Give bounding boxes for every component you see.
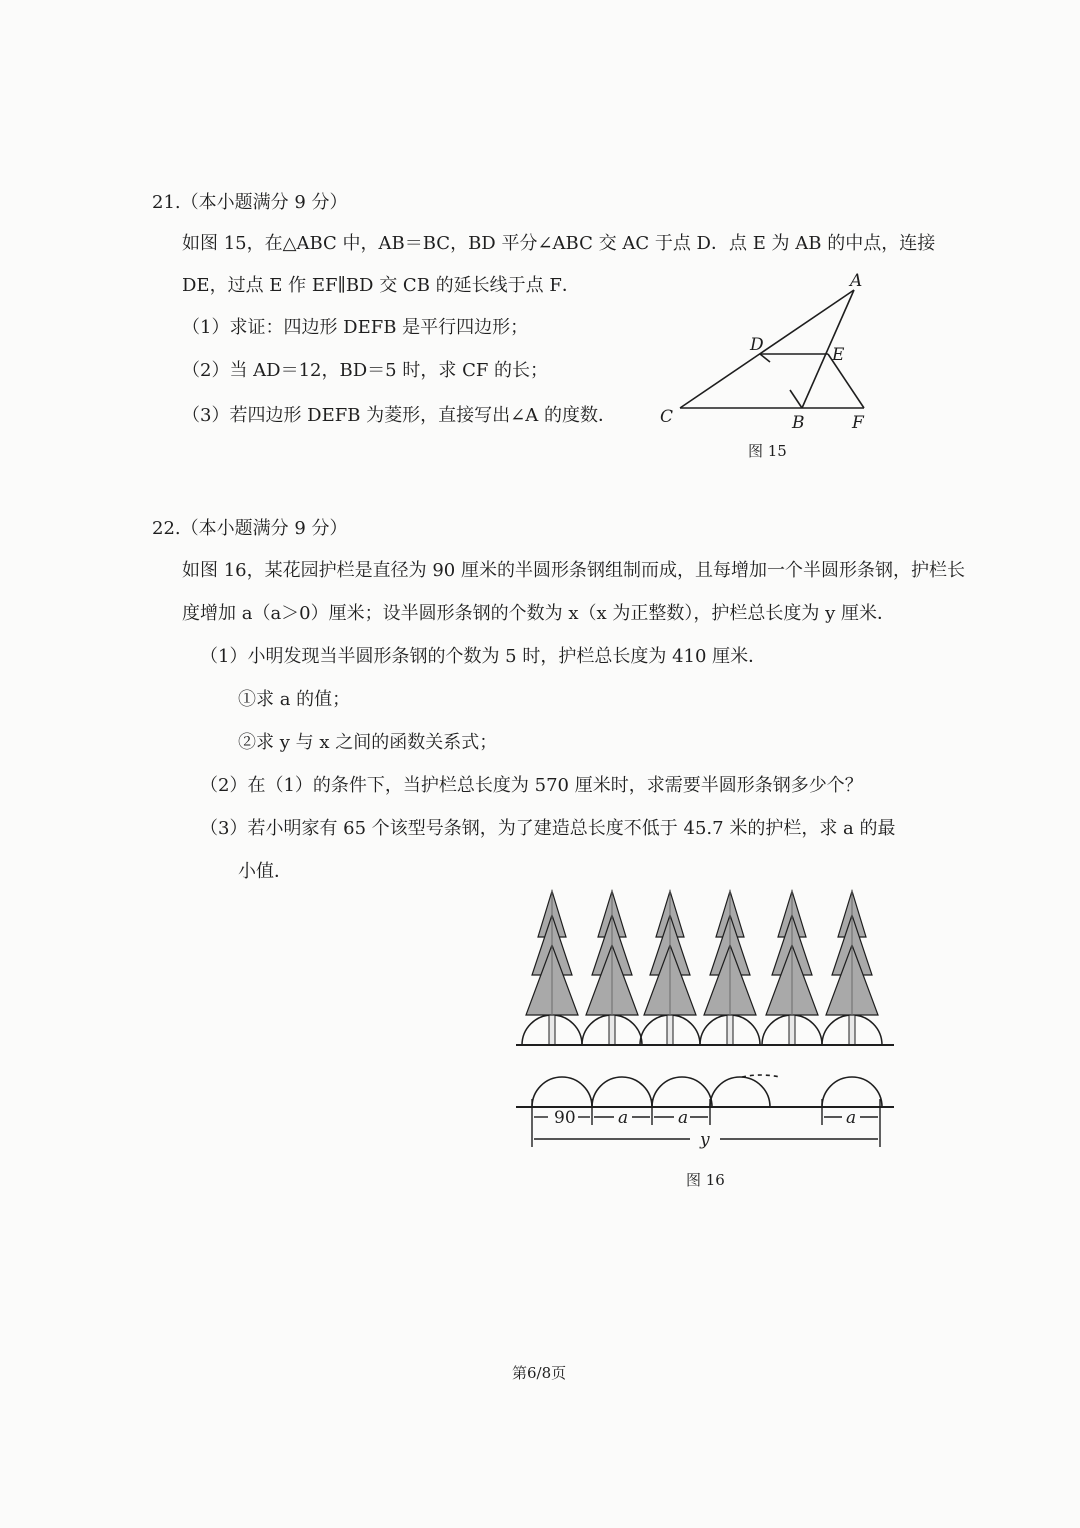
omitted-arcs-indicator <box>742 1075 780 1077</box>
tree-5 <box>762 891 822 1045</box>
q22-part3a: （3）若小明家有 65 个该型号条钢，为了建造总长度不低于 45.7 米的护栏，求 a 的最 <box>200 818 896 839</box>
q22-part1: （1）小明发现当半圆形条钢的个数为 5 时，护栏总长度为 410 厘米． <box>200 646 767 667</box>
tree-6 <box>822 891 882 1045</box>
segment-BD-tick <box>790 390 802 408</box>
dim-a-label-3: a <box>846 1108 857 1128</box>
q22-heading: 22.（本小题满分 9 分） <box>152 518 348 539</box>
label-A: A <box>850 271 863 291</box>
label-F: F <box>852 413 864 433</box>
segment-D-mark <box>760 354 770 362</box>
label-B: B <box>792 413 805 433</box>
figure-16 <box>510 885 910 1195</box>
page-number: 第6/8页 <box>512 1364 567 1382</box>
figure-15 <box>650 270 880 470</box>
q21-line2: DE，过点 E 作 EF∥BD 交 CB 的延长线于点 F． <box>182 275 580 296</box>
label-E: E <box>832 345 845 365</box>
figure-15-caption: 图 15 <box>748 442 787 460</box>
label-C: C <box>660 407 674 427</box>
dim-a-label-1: a <box>618 1108 629 1128</box>
q22-part1b: ②求 y 与 x 之间的函数关系式； <box>238 732 498 753</box>
semicircle-2 <box>592 1077 652 1107</box>
q22-part3b: 小值． <box>238 861 292 882</box>
q21-part3: （3）若四边形 DEFB 为菱形，直接写出∠A 的度数． <box>182 405 616 426</box>
tree-4 <box>700 891 760 1045</box>
q21-part1: （1）求证：四边形 DEFB 是平行四边形； <box>182 317 529 338</box>
figure-16-caption: 图 16 <box>686 1171 725 1189</box>
tree-2 <box>582 891 642 1045</box>
semicircle-1 <box>532 1077 592 1107</box>
semicircle-5 <box>822 1077 882 1107</box>
q22-part2: （2）在（1）的条件下，当护栏总长度为 570 厘米时，求需要半圆形条钢多少个？ <box>200 775 863 796</box>
tree-row <box>522 891 882 1045</box>
q21-line1: 如图 15，在△ABC 中，AB＝BC，BD 平分∠ABC 交 AC 于点 D．点 E 为 AB 的中点，连接 <box>182 233 936 254</box>
label-D: D <box>750 335 764 355</box>
q22-line2: 度增加 a（a＞0）厘米；设半圆形条钢的个数为 x（x 为正整数），护栏总长度为 y 厘米． <box>182 603 895 624</box>
dim-a-label-2: a <box>678 1108 689 1128</box>
semicircle-3 <box>652 1077 712 1107</box>
tree-3 <box>640 891 700 1045</box>
dim-y-label: y <box>700 1130 710 1150</box>
q21-part2: （2）当 AD＝12，BD＝5 时，求 CF 的长； <box>182 360 549 381</box>
semicircle-row <box>532 1075 882 1107</box>
tree-1 <box>522 891 582 1045</box>
q22-line1: 如图 16，某花园护栏是直径为 90 厘米的半圆形条钢组制而成，且每增加一个半圆形条钢，护栏长 <box>182 560 965 581</box>
semicircle-4 <box>710 1077 770 1107</box>
q21-heading: 21.（本小题满分 9 分） <box>152 192 348 213</box>
dim-90-label: 90 <box>554 1108 576 1128</box>
q22-part1a: ①求 a 的值； <box>238 689 351 710</box>
